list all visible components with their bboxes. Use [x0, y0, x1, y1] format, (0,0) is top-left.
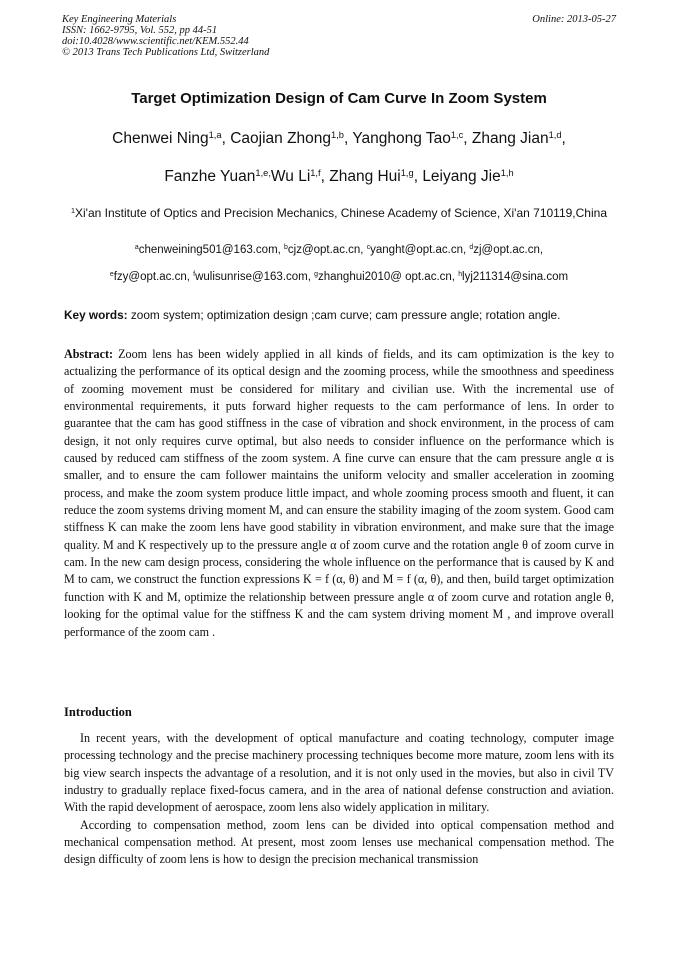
abstract-label: Abstract: — [64, 347, 114, 361]
email-link[interactable]: cjz@opt.ac.cn, — [287, 244, 367, 256]
author-name: Chenwei Ning — [112, 130, 209, 147]
email-link[interactable]: wulisunrise@163.com, — [195, 271, 315, 283]
keywords — [64, 308, 618, 322]
author-sup: 1,a — [208, 129, 222, 140]
author-sep: , — [221, 130, 231, 147]
email-sup: b — [284, 244, 288, 252]
paper-title: Target Optimization Design of Cam Curve In Zoom System — [131, 90, 547, 107]
author-line-1 — [30, 130, 648, 148]
author-name: Leiyang Jie — [422, 168, 501, 185]
email-line-2 — [40, 271, 638, 283]
keywords-text: zoom system; optimization design ;cam curve; cam pressure angle; rotation angle. — [127, 308, 561, 322]
abstract — [64, 346, 614, 641]
paragraph: According to compensation method, zoom lens can be divided into optical compensation method and mechanical compensation method. At present, most zoom lenses use mechanical compensation method. The design difficulty of zoom lens is how to design the precision mechanical transmission — [64, 817, 614, 867]
author-name: Caojian Zhong — [230, 130, 332, 147]
introduction-body — [64, 730, 614, 869]
author-sup: 1,d — [548, 129, 562, 140]
affiliation — [60, 205, 618, 222]
author-name: Wu Li — [270, 168, 311, 185]
email-link[interactable]: fzy@opt.ac.cn, — [113, 271, 194, 283]
email-sup: f — [193, 271, 196, 279]
author-sup: 1,c — [450, 129, 464, 140]
author-sup: 1,h — [500, 167, 514, 178]
email-sup: e — [109, 271, 114, 279]
affiliation-sup: 1 — [71, 206, 75, 216]
author-name: Zhang Hui — [329, 168, 401, 185]
email-sup: c — [366, 244, 371, 252]
author-sep: , — [561, 130, 566, 147]
email-sup: d — [469, 244, 474, 252]
email-link[interactable]: zhanghui2010@ opt.ac.cn, — [317, 271, 459, 283]
author-sup: 1,f — [310, 167, 321, 178]
email-sup: a — [134, 244, 139, 252]
email-link[interactable]: yanght@opt.ac.cn, — [370, 244, 470, 256]
author-sup: 1,e, — [255, 167, 271, 178]
email-link[interactable]: lyj211314@sina.com — [462, 271, 569, 283]
online-date: Online: 2013-05-27 — [532, 14, 616, 25]
author-sup: 1,g — [400, 167, 414, 178]
paragraph: In recent years, with the development of optical manufacture and coating technology, computer image processing technology and the precise machinery processing techniques become more mature, zoom lens with its big view search inspects the advantage of a resolution, and it is not only used in the movies, but also in civil TV industry to gradually replace fixed-focus camera, and in the area of national defense construction and aviation. With the rapid development of aerospace, zoom lens also widely application in military. — [64, 731, 614, 815]
email-link[interactable]: zj@opt.ac.cn, — [473, 244, 544, 256]
author-name: Fanzhe Yuan — [164, 168, 256, 185]
author-sep: , — [463, 130, 472, 147]
author-sep: , — [320, 168, 330, 185]
author-name: Zhang Jian — [471, 130, 549, 147]
doi-line: doi:10.4028/www.scientific.net/KEM.552.44 — [62, 36, 249, 47]
author-sep: , — [413, 168, 423, 185]
author-sep: , — [343, 130, 353, 147]
author-sup: 1,b — [331, 129, 344, 140]
keywords-label: Key words: — [64, 308, 128, 322]
copyright-line: © 2013 Trans Tech Publications Ltd, Switzerland — [62, 47, 270, 58]
author-line-2 — [30, 168, 648, 186]
journal-header — [62, 14, 616, 58]
email-line-1 — [40, 244, 638, 256]
email-sup: g — [314, 271, 318, 279]
abstract-text: Zoom lens has been widely applied in all kinds of fields, and its cam optimization is the key to actualizing the performance of its optical design and the zooming process, while the smoothness and speediness of zooming movement must be considered for military and civilian use. With the incremental use of environmental requirements, it puts forward higher requests to the cam performance of lens. In order to guarantee that the cam has good stiffness in the case of vibration and shock environment, in the process of cam design, it not only requires curve optimal, but also needs to consider influence on the performance which is caused by reduced cam stiffness of the zoom system. A fine curve can ensure that the cam pressure angle α is smaller, and to ensure the cam follower maintains the uniform velocity and smaller acceleration in zooming process, and make the zoom system produce little impact, and whole zooming process smooth and fluent, it can reduce the zoom systems driving moment M, and can ensure the stability imaging of the zoom system. Good cam stiffness K can make the zoom lens have good stability in vibration environment, and make sure that the image quality. M and K respectively up to the pressure angle α of zoom curve and the rotation angle θ of zoom curve in cam. In the new cam design process, considering the whole influence on the performance that is caused by K and M to cam, we construct the function expressions K = f (α, θ) and M = f (α, θ), and then, build target optimization function with K and M, optimize the relationship between pressure angle α of zoom curve and rotation angle θ, looking for the optimal value for the stiffness K and the cam system driving moment M , and improve overall performance of the zoom cam . — [64, 347, 614, 639]
affiliation-text: Xi'an Institute of Optics and Precision Mechanics, Chinese Academy of Science, Xi'an 710119,China — [75, 206, 607, 220]
email-sup: h — [458, 271, 463, 279]
journal-name: Key Engineering Materials — [62, 14, 177, 25]
section-heading-introduction: Introduction — [64, 705, 132, 719]
issn-line: ISSN: 1662-9795, Vol. 552, pp 44-51 — [62, 25, 218, 36]
author-name: Yanghong Tao — [352, 130, 451, 147]
email-link[interactable]: chenweining501@163.com, — [138, 244, 285, 256]
